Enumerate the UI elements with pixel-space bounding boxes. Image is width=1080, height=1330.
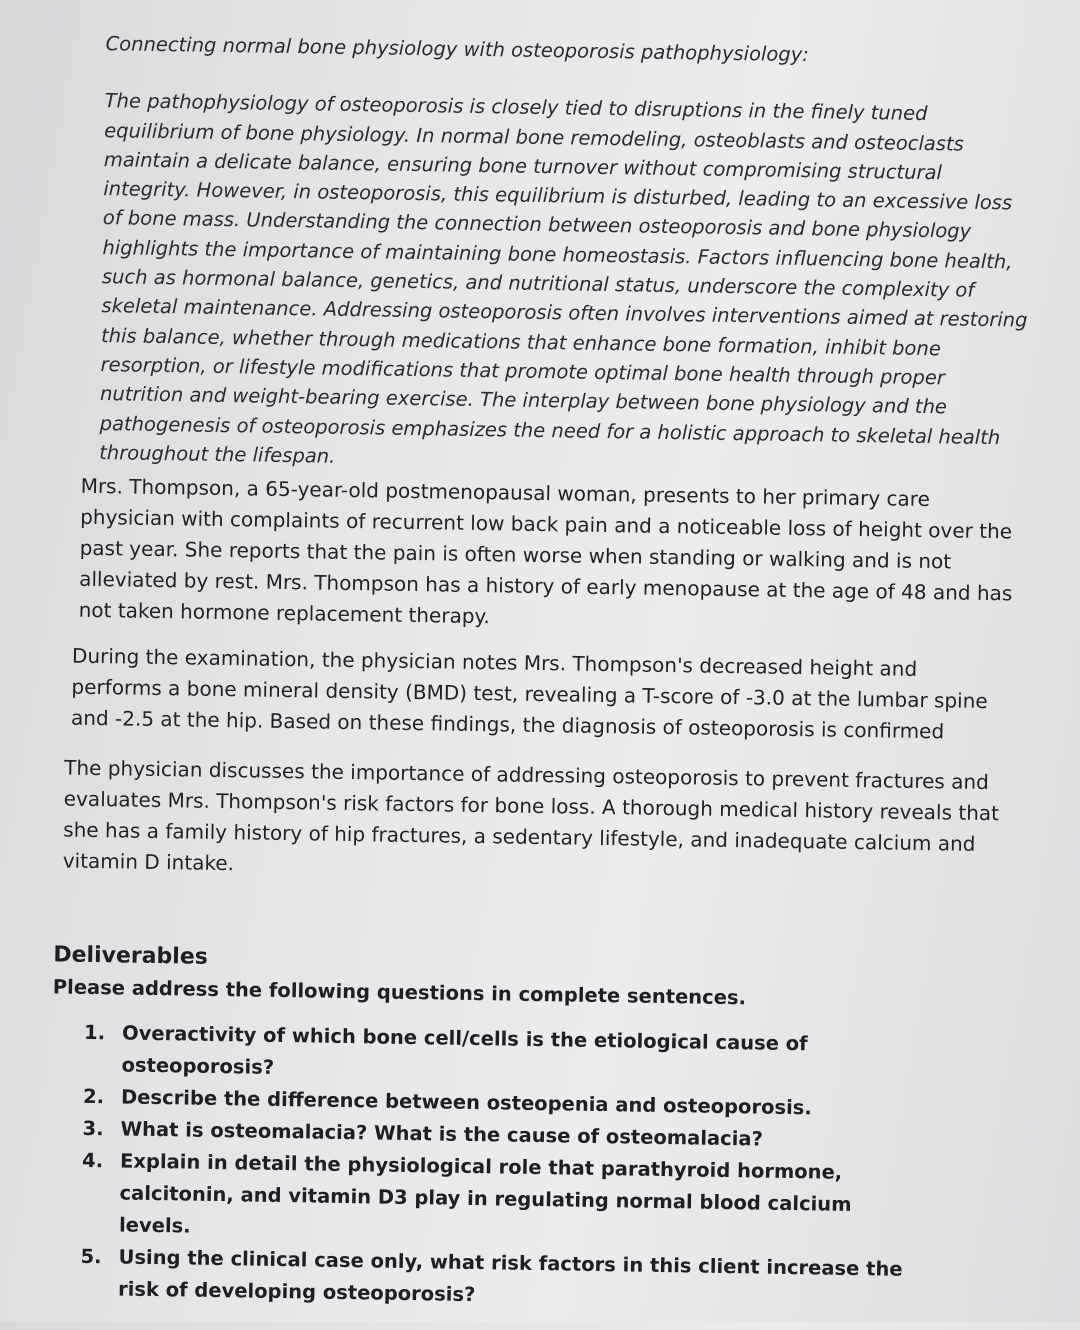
intro-section [99,29,1036,482]
question-number: 2. [82,1084,105,1109]
question-list [48,1016,1032,1319]
case-text-1: Mrs. Thompson, a 65-year-old postmenopausal woman, presents to her primary care physician with complaints of recurrent low back pain and a noticeable loss of height over the past year. She reports that the pain is often worse when standing or walking and is not alleviated by rest. Mrs. Thompson has a history of early menopause at the age of 48 and has not taken hormone replacement therapy. [78,473,1013,629]
case-text-3: The physician discusses the importance of addressing osteoporosis to prevent fractures and evaluates Mrs. Thompson's risk factors for bone loss. A thorough medical history reveals that she has a family history of hip fractures, a sedentary lifestyle, and inadequate calcium and vitamin D intake. [62,755,1000,876]
case-text-2: During the examination, the physician notes Mrs. Thompson's decreased height and performs a bone mineral density (BMD) test, revealing a T-score of -3.0 at the lumbar spine and -2.5 at the hip. Based on these findings, the diagnosis of osteoporosis is confirmed [70,643,988,744]
intro-paragraph: The pathophysiology of osteoporosis is closely tied to disruptions in the finely tuned equilibrium of bone physiology. In normal bone remodeling, osteoblasts and osteoclasts maintain a delicate balance, ensuring bone turnover without compromising structural integrity. However, in osteoporosis, this equilibrium is disturbed, leading to an excessive loss of bone mass. Understanding the connection between osteoporosis and bone physiology highlights the importance of maintaining bone homeostasis. Factors influencing bone health, such as hormonal balance, genetics, and nutritional status, underscore the complexity of skeletal maintenance. Addressing osteoporosis often involves interventions aimed at restoring this balance, whether through medications that enhance bone formation, inhibit bone resorption, or lifestyle modifications that promote optimal bone health through proper nutrition and weight-bearing exercise. The interplay between bone physiology and the pathogenesis of osteoporosis emphasizes the need for a holistic approach to skeletal health throughout the lifespan. [99,89,1028,468]
deliverables-instruction: Please address the following questions in complete sentences. [52,975,747,1010]
question-text: What is osteomalacia? What is the cause of osteomalacia? [120,1117,764,1151]
question-text: Using the clinical case only, what risk factors in this client increase the risk of developing osteoporosis? [117,1245,903,1307]
question-item [49,1144,1030,1255]
case-paragraph-1 [78,471,1020,641]
case-paragraph-3 [63,753,1005,892]
deliverables-section [48,942,1034,1319]
question-text: Overactivity of which bone cell/cells is the etiological cause of osteoporosis? [121,1021,808,1079]
intro-heading: Connecting normal bone physiology with osteoporosis pathophysiology: [105,32,810,67]
question-number: 5. [80,1244,102,1269]
question-number: 3. [82,1116,104,1141]
deliverables-title: Deliverables [53,942,209,970]
question-number: 1. [83,1020,106,1045]
question-text: Describe the difference between osteopenia and osteoporosis. [120,1085,812,1120]
question-text: Explain in detail the physiological role that parathyroid hormone, calcitonin, and vitamin D3 play in regulating normal blood calcium levels. [118,1149,852,1238]
case-paragraph-2 [71,641,1012,749]
question-number: 4. [81,1148,104,1173]
